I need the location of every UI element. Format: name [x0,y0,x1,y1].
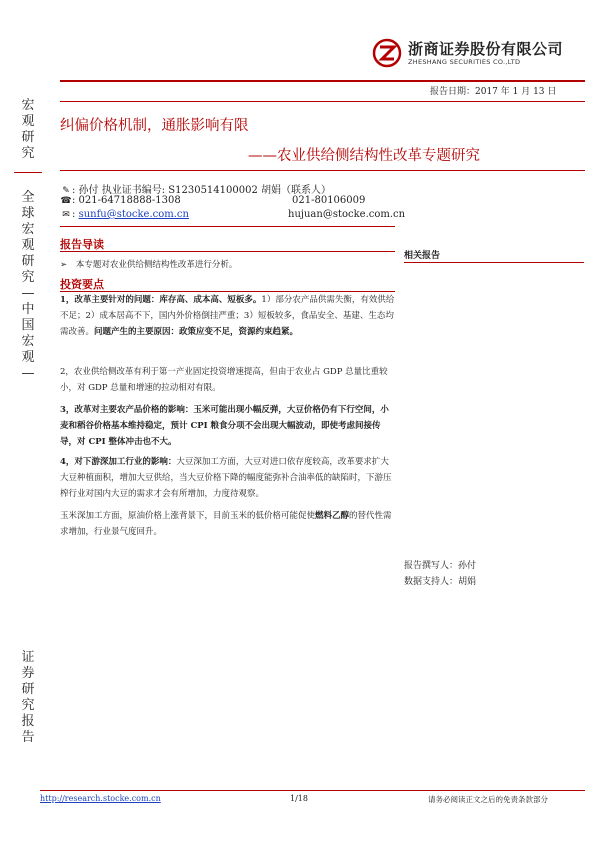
points-section-title: 投资要点 [60,278,104,291]
report-subtitle: ——农业供给侧结构性改革专题研究 [248,148,480,164]
point-1 [60,292,395,340]
guide-section-title: 报告导读 [60,238,104,251]
report-title: 纠偏价格机制，通胀影响有限 [60,118,249,134]
contact-row-email [60,209,189,220]
guide-text: 本专题对农业供给侧结构性改革进行分析。 [75,260,238,270]
header-divider [60,80,585,82]
author-info: : 孙付 执业证书编号: S1230514100002 胡娟（联系人） [72,185,332,196]
point-1-text: 1）部分农产品供需失衡，有效供给不足；2）成本居高不下，国内外价格倒挂严重；3）短板较多，食品安全、基建、生态均需改善。 [60,295,395,337]
email-hujuan: hujuan@stocke.com.cn [288,209,406,220]
footer-url-link[interactable]: http://research.stocke.com.cn [40,794,161,803]
email-prefix: : [72,209,79,220]
brand-name-cn: 浙商证券股份有限公司 [408,40,564,58]
author-writer: 报告撰写人：孙付 [404,561,477,571]
company-logo-icon [372,38,402,68]
point-3-lead: 3，改革对主要农产品价格的影响： [60,405,194,415]
phone-primary: : 021-64718888-1308 [72,195,181,206]
author-data-support: 数据支持人：胡娟 [404,577,477,587]
report-date: 报告日期：2017 年 1 月 13 日 [430,87,557,97]
contact-divider [60,226,395,227]
point-5-text-2: 的替代性需求增加，行业景气度回升。 [60,511,392,537]
side-label-top: 宏观研究 [21,98,35,161]
phone-icon: ☎ [60,196,72,206]
side-label-bottom: 证券研究报告 [21,650,35,745]
point-3-text: 玉米可能出现小幅反弹，大豆价格仍有下行空间，小麦和稻谷价格基本维持稳定，预计 CPI 粮食分项不会出现大幅波动，即使考虑间接传导，对 CPI 整体冲击也不大。 [60,405,389,447]
phone-secondary: 021-80106009 [292,195,366,206]
email-link-sunfu[interactable]: sunfu@stocke.com.cn [78,209,189,220]
point-1-tail: 问题产生的主要原因：政策应变不足，资源约束趋紧。 [94,327,299,337]
point-4 [60,454,395,502]
related-reports-title: 相关报告 [404,251,441,261]
side-divider [14,172,42,173]
point-2: 2，农业供给侧改革有利于第一产业固定投资增速提高，但由于农业占 GDP 总量比重较小，对 GDP 总量和增速的拉动相对有限。 [60,367,388,393]
pen-icon: ✎ [62,186,70,196]
point-3 [60,402,395,450]
bullet-arrow-icon: ➢ [60,260,68,270]
mail-icon: ✉ [62,210,70,220]
point-4-lead: 4，对下游深加工行业的影响： [60,457,177,467]
point-5-bold: 燃料乙醇 [315,511,350,521]
contact-row-author [60,181,331,196]
header-divider-2 [60,101,585,102]
guide-bullet-item [60,258,237,270]
guide-divider [60,251,395,252]
footer-page-number: 1/18 [290,794,308,803]
brand-name-en: ZHESHANG SECURITIES CO.,LTD [408,58,521,66]
related-reports-divider [404,262,584,263]
point-4-text: 大豆深加工方面，大豆对进口依存度较高，改革要求扩大大豆种植面积，增加大豆供给，当大豆价格下降的幅度能弥补合油率低的缺陷时，下游压榨行业对国内大豆的需求才会有所增加，力度待观察。 [60,457,392,499]
point-1-lead: 1，改革主要针对的问题：库存高、成本高、短板多。 [60,295,262,305]
footer-disclaimer-note: 请务必阅读正文之后的免责条款部分 [428,795,548,804]
side-label-middle: 全球宏观研究—中国宏观— [21,190,35,381]
footer-divider [40,790,585,791]
title-divider [60,170,585,171]
contact-row-phone [60,195,181,206]
point-5 [60,508,395,540]
point-5-text-1: 玉米深加工方面，原油价格上涨背景下，目前玉米的低价格可能促使 [60,511,316,521]
